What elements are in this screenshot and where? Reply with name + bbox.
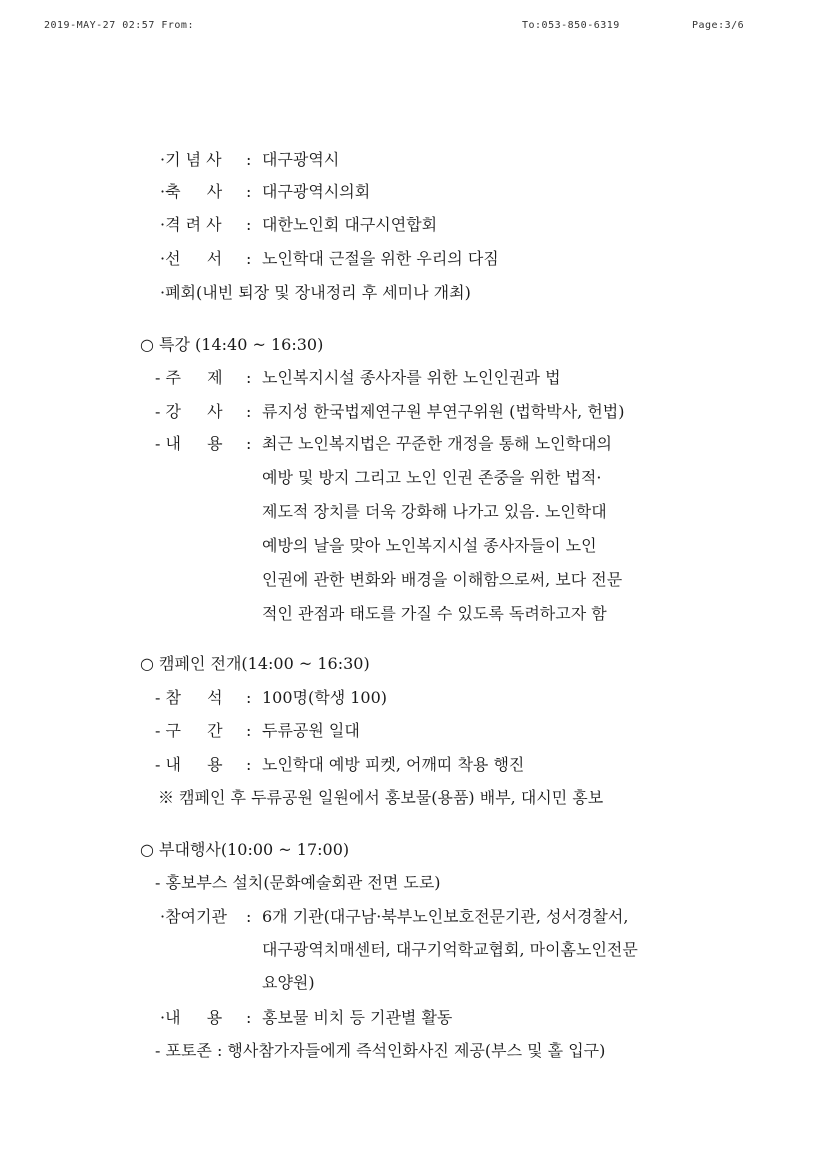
lecture-item-value: 류지성 한국법제연구원 부연구위원 (법학박사, 헌법) — [262, 402, 625, 421]
colon: : — [246, 721, 252, 740]
colon: : — [246, 907, 252, 926]
colon: : — [246, 249, 252, 268]
ceremony-value: 대구광역시의회 — [262, 182, 371, 201]
campaign-item-label: - 내 용 — [155, 755, 223, 774]
campaign-item-value: 노인학대 예방 피켓, 어깨띠 착용 행진 — [262, 755, 525, 774]
colon: : — [246, 1008, 252, 1027]
lecture-item-label: - 주 제 — [155, 368, 223, 387]
ceremony-label: ·축 사 — [160, 182, 223, 201]
campaign-item-label: - 참 석 — [155, 688, 223, 707]
side-content-label: ·내 용 — [160, 1008, 223, 1027]
lecture-content-line: 인권에 관한 변화와 배경을 이해함으로써, 보다 전문 — [262, 570, 623, 589]
side-content-value: 홍보물 비치 등 기관별 활동 — [262, 1008, 453, 1027]
ceremony-label: ·선 서 — [160, 249, 223, 268]
lecture-item-value: 최근 노인복지법은 꾸준한 개정을 통해 노인학대의 — [262, 434, 613, 453]
campaign-item-value: 두류공원 일대 — [262, 721, 360, 740]
colon: : — [246, 182, 252, 201]
photozone-line: - 포토존 : 행사참가자들에게 즉석인화사진 제공(부스 및 홀 입구) — [155, 1041, 606, 1060]
closing-line: ·폐회(내빈 퇴장 및 장내정리 후 세미나 개최) — [160, 283, 471, 302]
colon: : — [246, 368, 252, 387]
colon: : — [246, 150, 252, 169]
lecture-content-line: 예방의 날을 맞아 노인복지시설 종사자들이 노인 — [262, 536, 597, 555]
participants-line: 요양원) — [262, 973, 315, 992]
booth-line: - 홍보부스 설치(문화예술회관 전면 도로) — [155, 873, 441, 892]
colon: : — [246, 434, 252, 453]
colon: : — [246, 688, 252, 707]
campaign-note: ※ 캠페인 후 두류공원 일원에서 홍보물(용품) 배부, 대시민 홍보 — [158, 788, 604, 807]
fax-sender-line: 2019-MAY-27 02:57 From: — [44, 20, 194, 31]
lecture-item-label: - 내 용 — [155, 434, 223, 453]
side-event-heading: ○ 부대행사(10:00 ~ 17:00) — [140, 840, 350, 859]
lecture-heading: ○ 특강 (14:40 ~ 16:30) — [140, 335, 324, 354]
ceremony-label: ·격 려 사 — [160, 215, 222, 234]
ceremony-value: 대구광역시 — [262, 150, 340, 169]
colon: : — [246, 402, 252, 421]
lecture-content-line: 제도적 장치를 더욱 강화해 나가고 있음. 노인학대 — [262, 502, 607, 521]
participants-label: ·참여기관 — [160, 907, 227, 926]
campaign-item-label: - 구 간 — [155, 721, 223, 740]
lecture-item-label: - 강 사 — [155, 402, 223, 421]
lecture-content-line: 적인 관점과 태도를 가질 수 있도록 독려하고자 함 — [262, 604, 607, 623]
lecture-item-value: 노인복지시설 종사자를 위한 노인인권과 법 — [262, 368, 561, 387]
ceremony-label: ·기 념 사 — [160, 150, 222, 169]
participants-line: 대구광역치매센터, 대구기억학교협회, 마이홈노인전문 — [262, 940, 638, 959]
fax-recipient-number: To:053-850-6319 — [522, 20, 620, 31]
campaign-heading: ○ 캠페인 전개(14:00 ~ 16:30) — [140, 654, 370, 673]
ceremony-value: 대한노인회 대구시연합회 — [262, 215, 438, 234]
colon: : — [246, 755, 252, 774]
fax-page-number: Page:3/6 — [692, 20, 745, 31]
colon: : — [246, 215, 252, 234]
participants-line: 6개 기관(대구남·북부노인보호전문기관, 성서경찰서, — [262, 907, 629, 926]
ceremony-value: 노인학대 근절을 위한 우리의 다짐 — [262, 249, 499, 268]
campaign-item-value: 100명(학생 100) — [262, 688, 388, 707]
lecture-content-line: 예방 및 방지 그리고 노인 인권 존중을 위한 법적· — [262, 468, 602, 487]
